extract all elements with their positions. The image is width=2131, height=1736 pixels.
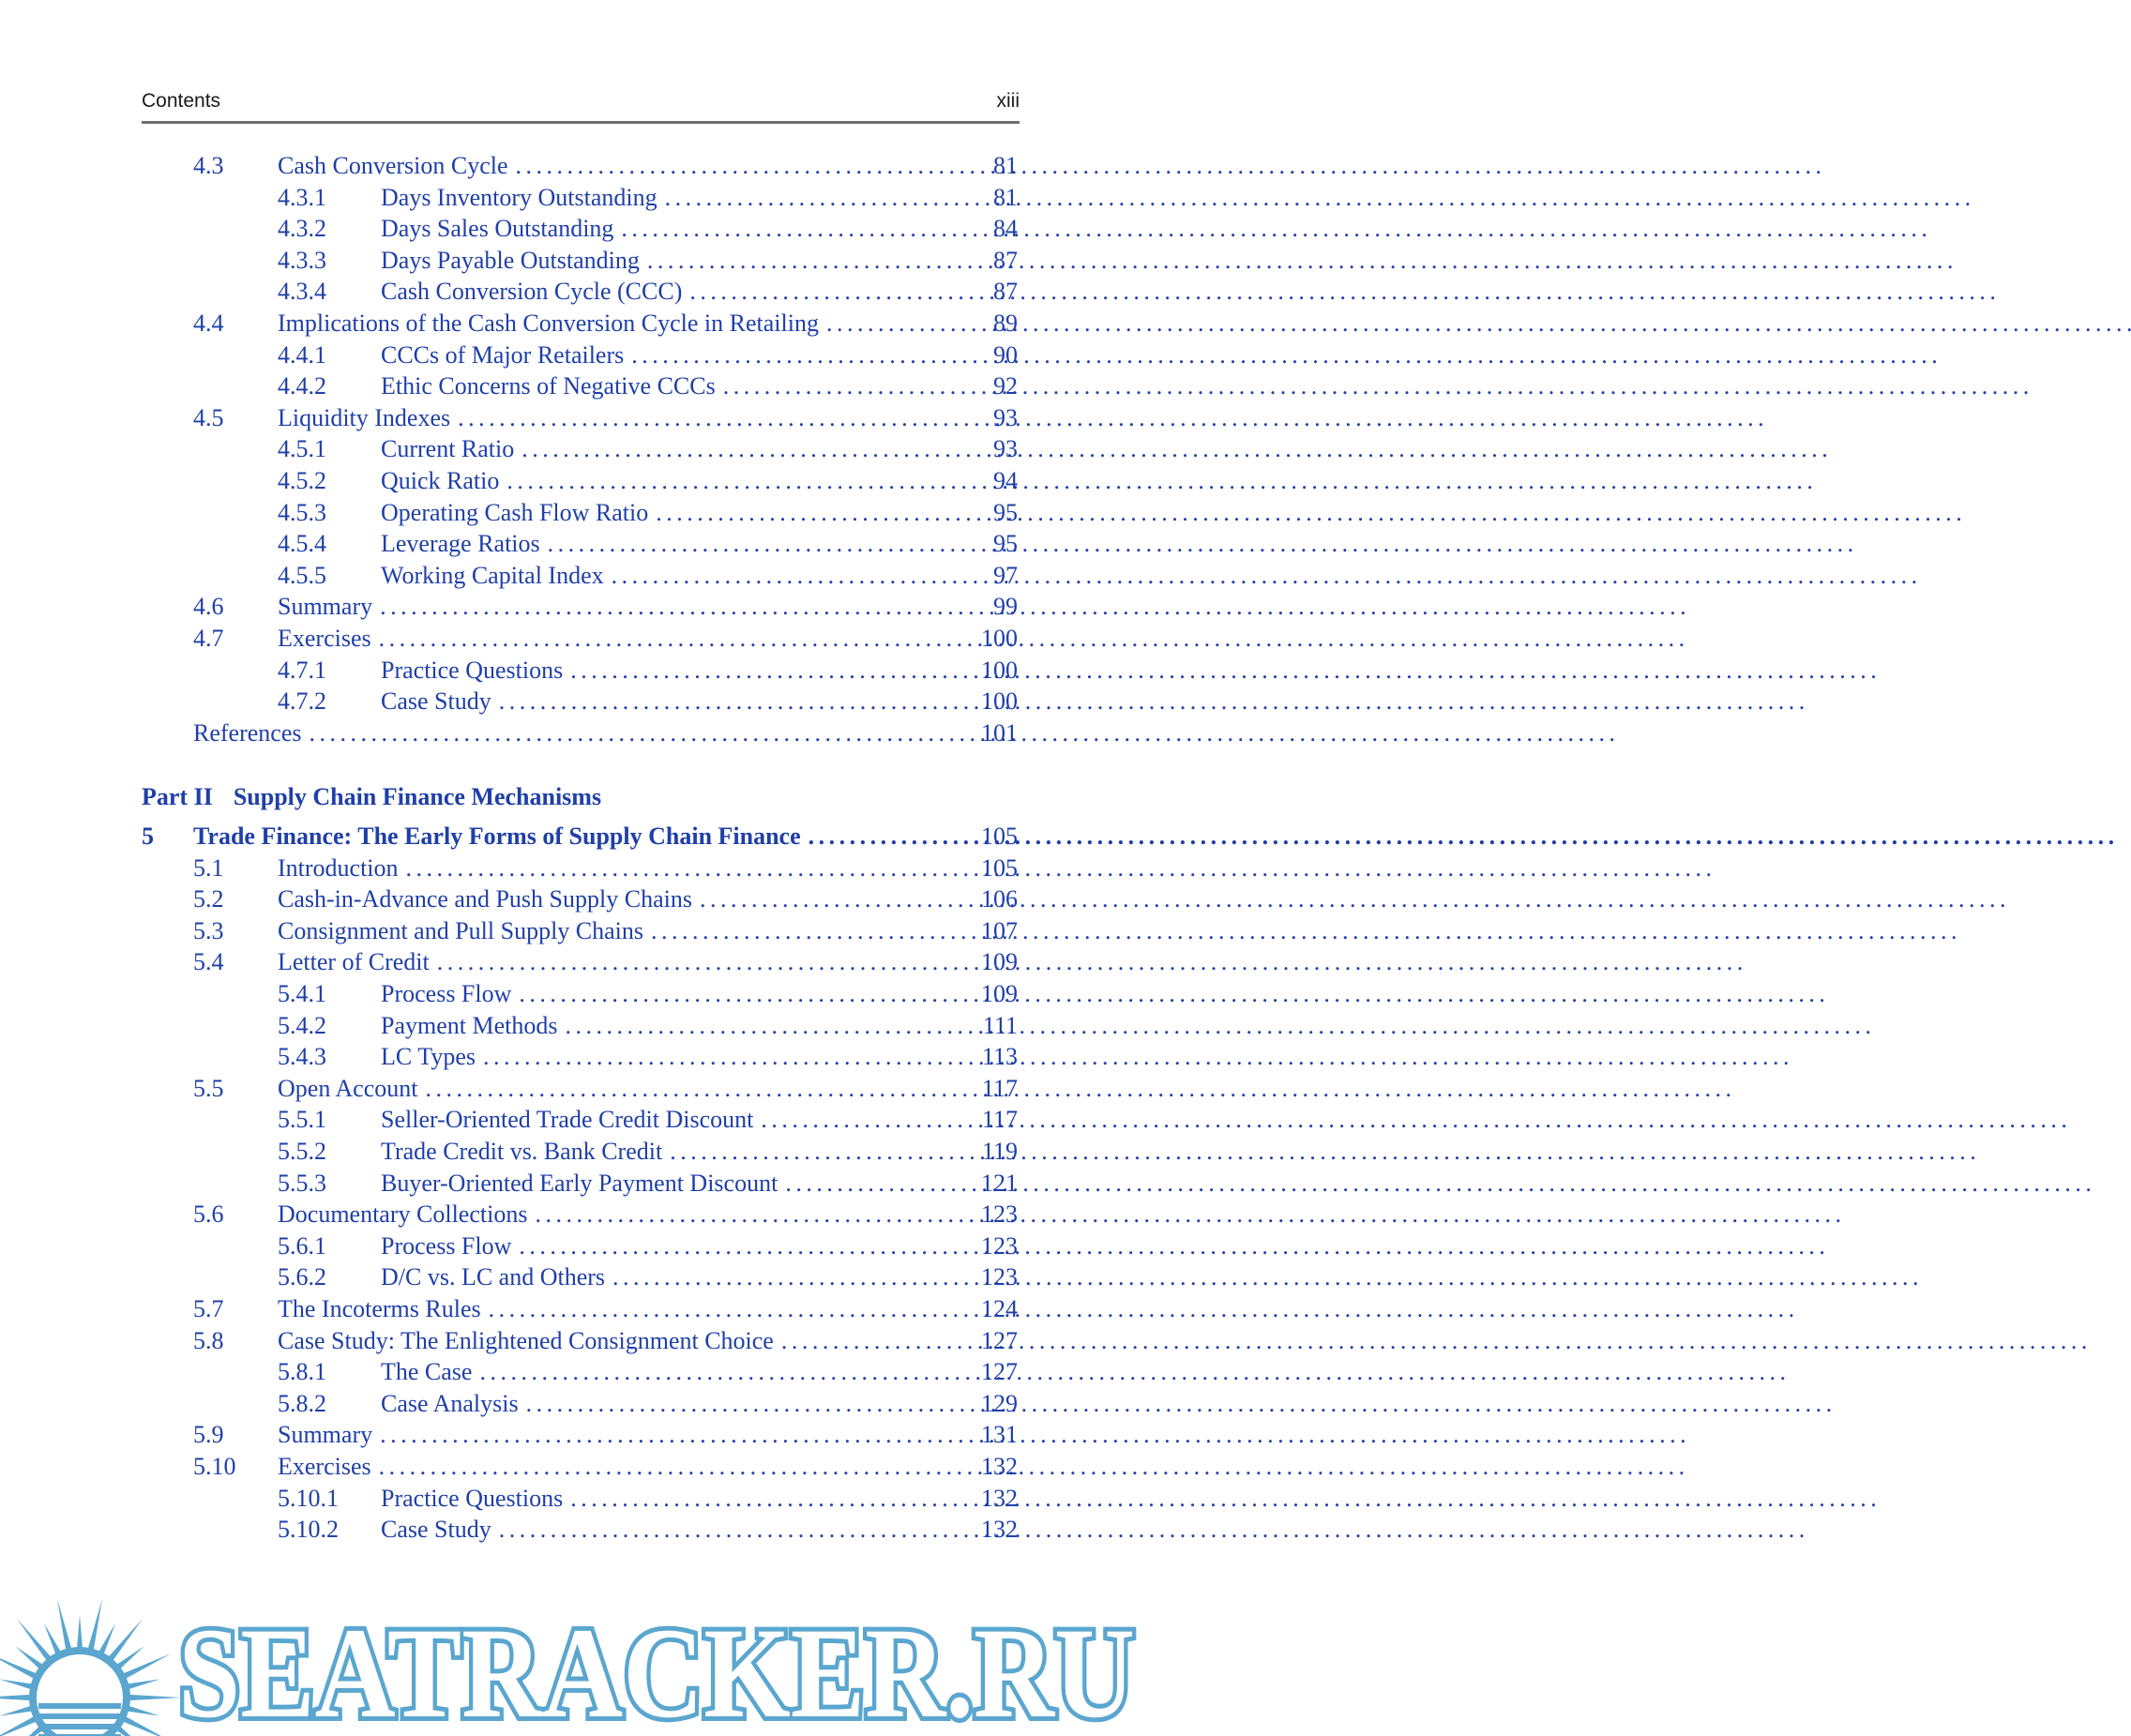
toc-entry-number: 5.4.1 [278, 980, 326, 1007]
toc-entry-page: 95 [993, 530, 1018, 558]
toc-entry-title[interactable]: Practice Questions [381, 657, 570, 684]
toc-entry-page: 132 [981, 1516, 1018, 1544]
sun-ray-icon [86, 1599, 102, 1654]
toc-entry-number: 4.3.3 [278, 246, 326, 274]
toc-entry[interactable] [0, 560, 1145, 592]
toc-entry[interactable] [0, 883, 1145, 915]
toc-entry-leader [381, 1041, 955, 1073]
toc-entry-leader [278, 402, 955, 434]
toc-entry-leader [381, 1168, 955, 1200]
toc-entry-page: 123 [981, 1231, 1018, 1260]
toc-entry-page: 129 [981, 1389, 1018, 1417]
toc-entry-leader [278, 150, 955, 182]
toc-entry-leader [278, 1293, 955, 1325]
toc-entry-page: 109 [981, 980, 1018, 1007]
toc-entry-number: 5.5.2 [278, 1138, 326, 1165]
toc-entry-title[interactable]: Buyer-Oriented Early Payment Discount [381, 1170, 785, 1197]
toc-entry-number: 4.4.1 [278, 340, 326, 369]
toc-entry-page: 84 [993, 215, 1018, 243]
toc-entry-leader [381, 686, 955, 717]
toc-entry-leader [193, 821, 955, 853]
toc-entry-title[interactable]: Cash-in-Advance and Push Supply Chains [278, 885, 700, 913]
toc-entry-page: 81 [993, 183, 1018, 211]
toc-entry[interactable] [0, 853, 1145, 884]
toc-entry[interactable] [0, 497, 1145, 529]
toc-entry-page: 123 [981, 1200, 1018, 1229]
toc-entry-leader [381, 1104, 955, 1136]
toc-entry-leader [381, 370, 955, 402]
toc-entry-page: 92 [993, 372, 1018, 400]
toc-entry-title[interactable]: Practice Questions [381, 1485, 570, 1512]
toc-entry-title[interactable]: Case Study: The Enlightened Consignment Choice [278, 1327, 781, 1354]
toc-entry-page: 107 [981, 916, 1018, 944]
toc-entry-title[interactable]: Current Ratio [381, 435, 521, 462]
toc-entry-leader [381, 213, 955, 245]
toc-entry-leader [381, 1356, 955, 1388]
toc-entry[interactable] [0, 1293, 1145, 1325]
toc-entry-page: 93 [993, 435, 1018, 463]
toc-entry-title[interactable]: Quick Ratio [381, 467, 506, 494]
toc-entry[interactable] [0, 245, 1145, 277]
toc-entry-leader [381, 1136, 955, 1168]
toc-entry-leader [278, 1199, 955, 1230]
toc-entry[interactable] [0, 1261, 1145, 1293]
toc-entry-title[interactable]: Open Account [278, 1075, 425, 1102]
toc-entry-leader [278, 853, 955, 884]
toc-entry-number: 4.3.2 [278, 215, 326, 243]
toc-entry-number: 4.7.1 [278, 656, 326, 684]
toc-entry-page: 87 [993, 278, 1018, 306]
toc-entry[interactable] [0, 340, 1145, 371]
toc-entry-title[interactable]: Consignment and Pull Supply Chains [278, 917, 651, 944]
toc-entry-leader [278, 1451, 955, 1483]
toc-entry-leader [381, 465, 955, 497]
sun-ray-icon [125, 1695, 181, 1701]
toc-entry[interactable] [0, 1325, 1145, 1357]
toc-entry[interactable] [0, 370, 1145, 402]
toc-entry-leader [278, 623, 955, 655]
toc-entry-page: 87 [993, 246, 1018, 274]
toc-entry-title[interactable]: Payment Methods [381, 1012, 566, 1039]
toc-entry-number: 5.9 [193, 1421, 224, 1449]
toc-entry-leader [278, 1073, 955, 1105]
toc-entry-page: 105 [981, 853, 1018, 882]
toc-entry-leader [381, 245, 955, 277]
toc-entry[interactable] [0, 717, 1145, 749]
toc-entry-title[interactable]: Documentary Collections [278, 1200, 535, 1228]
toc-entry-page: 106 [981, 885, 1018, 913]
toc-entry-leader [381, 1388, 955, 1420]
toc-entry-number: 4.5.2 [278, 467, 326, 494]
toc-entry-number: 4.5.1 [278, 435, 326, 463]
toc-entry-leader [278, 1325, 955, 1357]
toc-entry-number: 4.4 [193, 309, 224, 337]
toc-entry[interactable] [0, 946, 1145, 978]
toc-entry-page: 99 [993, 593, 1018, 621]
toc-entry-number: 5.5 [193, 1074, 224, 1102]
toc-entry-leader [381, 1261, 955, 1293]
toc-entry-page: 124 [981, 1295, 1018, 1322]
toc-entry-number: 5.10.2 [278, 1516, 339, 1544]
toc-entry-leader [381, 978, 955, 1010]
toc-entry-title[interactable]: Case Study [381, 1516, 499, 1543]
toc-entry-number: 5.4.3 [278, 1043, 326, 1071]
toc-entry-title[interactable]: Ethic Concerns of Negative CCCs [381, 372, 723, 400]
toc-entry-page: 113 [981, 1043, 1018, 1071]
toc-entry-number: 5.8 [193, 1326, 224, 1354]
toc-entry-page: 127 [981, 1358, 1018, 1386]
toc-entry-leader [381, 433, 955, 465]
toc-entry-leader [193, 717, 955, 749]
toc-entry-title[interactable]: Summary [278, 593, 380, 620]
toc-entry-page: 105 [981, 823, 1018, 850]
toc-entry-title[interactable]: D/C vs. LC and Others [381, 1263, 612, 1291]
toc-entry-title[interactable]: Working Capital Index [381, 562, 612, 589]
toc-entry[interactable] [0, 1073, 1145, 1105]
toc-entry-number: 5.7 [193, 1295, 224, 1322]
toc-entry[interactable] [0, 1041, 1145, 1073]
toc-entry-number: 4.7 [193, 625, 224, 652]
toc-entry[interactable] [0, 686, 1145, 717]
toc-entry-number: 4.5 [193, 403, 224, 431]
toc-entry-number: 5.6.1 [278, 1231, 326, 1260]
watermark [0, 1585, 1145, 1736]
watermark-text: SEATRACKER.RU [178, 1601, 1135, 1736]
sun-ray-icon [105, 1619, 143, 1665]
toc-entry-page: 121 [981, 1169, 1018, 1197]
toc-entry[interactable] [0, 528, 1145, 560]
toc-entry-leader [278, 915, 955, 947]
toc-entry-title[interactable]: Case Study [381, 687, 499, 715]
toc-entry[interactable] [0, 182, 1145, 214]
toc-entry-title[interactable]: CCCs of Major Retailers [381, 341, 631, 369]
toc-entry-number: 4.3.4 [278, 278, 326, 306]
sun-ray-icon [17, 1619, 54, 1665]
toc-entry[interactable] [0, 1199, 1145, 1230]
toc-entry[interactable] [0, 433, 1145, 465]
toc-entry-title[interactable]: Trade Credit vs. Bank Credit [381, 1138, 670, 1165]
sun-band-icon [38, 1713, 121, 1719]
toc-entry[interactable] [0, 1104, 1145, 1136]
toc-entry-number: 5.2 [193, 885, 224, 913]
toc-entry[interactable] [0, 465, 1145, 497]
toc-entry-number: 4.3 [193, 152, 224, 179]
toc-entry-page: 81 [993, 152, 1018, 179]
toc-entry-number: 4.3.1 [278, 183, 326, 211]
toc-entry-page: 131 [981, 1421, 1018, 1449]
running-head-title: Contents [142, 90, 221, 112]
toc-entry-title[interactable]: Leverage Ratios [381, 530, 548, 557]
toc-entry[interactable] [0, 915, 1145, 947]
toc-entry-title[interactable]: Days Payable Outstanding [381, 247, 647, 274]
toc-entry-leader [381, 497, 955, 529]
toc-entry-title[interactable]: LC Types [381, 1043, 483, 1070]
toc-entry-page: 119 [981, 1138, 1018, 1165]
toc-entry-page: 117 [981, 1074, 1018, 1102]
toc-entry-title[interactable]: The Case [381, 1358, 479, 1385]
toc-entry-title[interactable]: Process Flow [381, 1232, 519, 1260]
sun-disc-icon [33, 1651, 127, 1736]
toc-entry-title[interactable]: Days Inventory Outstanding [381, 184, 665, 211]
toc-entry-number: 5.6.2 [278, 1263, 326, 1291]
toc-entry-page: 132 [981, 1484, 1018, 1512]
page-number: xiii [996, 90, 1020, 112]
toc-entry[interactable] [0, 821, 1145, 853]
toc-entry-number: 5.8.2 [278, 1389, 326, 1417]
toc-entry-leader [278, 591, 955, 623]
toc-entry-page: 95 [993, 498, 1018, 526]
toc-entry-leader [278, 946, 955, 978]
toc-entry[interactable] [0, 1451, 1145, 1483]
toc-entry-number: 5.6 [193, 1200, 224, 1229]
toc-entry-page: 101 [981, 718, 1018, 747]
toc-entry[interactable] [0, 308, 1145, 340]
toc-entry-page: 90 [993, 340, 1018, 369]
toc-entry-title[interactable]: Introduction [278, 854, 406, 882]
toc-entry-title[interactable]: Process Flow [381, 980, 519, 1007]
toc-entry-leader [278, 1419, 955, 1451]
toc-entry-number: 5.4.2 [278, 1011, 326, 1039]
toc-entry-number: 5.10 [193, 1453, 236, 1480]
toc-entry-leader [381, 276, 955, 308]
toc-entry-title[interactable]: References [193, 719, 309, 747]
toc-entry-page: 111 [982, 1011, 1018, 1039]
toc-entry[interactable] [0, 1136, 1145, 1168]
toc-entry-page: 117 [981, 1106, 1018, 1134]
toc-entry-page: 93 [993, 403, 1018, 431]
toc-entry-number: 4.4.2 [278, 372, 326, 400]
toc-entry[interactable] [0, 1010, 1145, 1042]
toc-entry-title[interactable]: Cash Conversion Cycle (CCC) [381, 278, 689, 305]
toc-entry[interactable] [0, 655, 1145, 687]
toc-entry-title[interactable]: Seller-Oriented Trade Credit Discount [381, 1106, 761, 1133]
toc-entry-number: 4.5.3 [278, 498, 326, 526]
toc-entry[interactable] [0, 1483, 1145, 1515]
toc-entry-page: 127 [981, 1326, 1018, 1354]
toc-entry-title[interactable]: Exercises [278, 1453, 379, 1480]
toc-entry-page: 100 [981, 625, 1018, 652]
toc-entry[interactable] [0, 591, 1145, 623]
sun-ray-icon [57, 1599, 73, 1654]
toc-entry-leader [381, 1483, 955, 1515]
toc-entry-title[interactable]: Case Analysis [381, 1390, 526, 1417]
toc-entry-number: 4.5.5 [278, 561, 326, 589]
toc-entry[interactable] [0, 402, 1145, 434]
sun-band-icon [38, 1724, 121, 1729]
toc-entry-number: 5 [142, 823, 154, 850]
toc-entry-page: 100 [981, 687, 1018, 716]
toc-entry-number: 5.5.3 [278, 1169, 326, 1197]
toc-entry-title[interactable]: Implications of the Cash Conversion Cycle in Retailing [278, 309, 826, 337]
toc-entry-number: 5.10.1 [278, 1484, 339, 1512]
sun-burst-icon [0, 1599, 181, 1736]
toc-entry[interactable] [0, 1230, 1145, 1262]
toc-entry-page: 100 [981, 656, 1018, 684]
toc-entry-number: 4.6 [193, 593, 224, 621]
toc-entry-number: 4.5.4 [278, 530, 326, 558]
toc-entry-number: 5.5.1 [278, 1106, 326, 1134]
toc-entry-number: 5.3 [193, 916, 224, 944]
toc-entry-title[interactable]: Summary [278, 1421, 380, 1448]
toc-entry-number: 5.8.1 [278, 1358, 326, 1386]
toc-entry-number: 4.7.2 [278, 687, 326, 716]
part-label: Part II [142, 783, 213, 810]
toc-entry-leader [381, 1230, 955, 1262]
toc-entry-title[interactable]: Days Sales Outstanding [381, 215, 621, 242]
toc-entry[interactable] [0, 623, 1145, 655]
toc-entry-title[interactable]: Exercises [278, 625, 379, 652]
toc-entry-leader [381, 528, 955, 560]
toc-entry-page: 89 [993, 309, 1018, 337]
toc-entry[interactable] [0, 213, 1145, 245]
sun-ray-icon [119, 1653, 172, 1681]
toc-entry-leader [381, 182, 955, 214]
toc-entry-title[interactable]: Letter of Credit [278, 948, 437, 975]
toc-entry-page: 94 [993, 467, 1018, 494]
toc-entry-leader [381, 340, 955, 371]
sun-band-icon [38, 1703, 121, 1709]
part-heading [142, 783, 601, 811]
toc-entry-page: 123 [981, 1263, 1018, 1291]
toc-entry-leader [381, 655, 955, 687]
toc-entry[interactable] [0, 1356, 1145, 1388]
toc-entry[interactable] [0, 1388, 1145, 1420]
toc-entry-leader [381, 1010, 955, 1042]
toc-entry-title[interactable]: Liquidity Indexes [278, 404, 458, 431]
toc-entry-leader [381, 560, 955, 592]
toc-entry-leader [278, 308, 955, 340]
toc-entry[interactable] [0, 1168, 1145, 1200]
toc-entry-title[interactable]: The Incoterms Rules [278, 1295, 489, 1322]
toc-entry-leader [381, 1514, 955, 1546]
toc-entry-leader [278, 883, 955, 915]
toc-entry-title[interactable]: Trade Finance: The Early Forms of Supply Chain Finance [193, 823, 809, 850]
toc-entry[interactable] [0, 276, 1145, 308]
toc-entry[interactable] [0, 150, 1145, 182]
toc-entry-number: 5.1 [193, 853, 224, 882]
toc-entry-page: 109 [981, 948, 1018, 976]
toc-entry-title[interactable]: Cash Conversion Cycle [278, 152, 516, 179]
part-title: Supply Chain Finance Mechanisms [233, 783, 602, 810]
toc-entry[interactable] [0, 1514, 1145, 1546]
toc-entry-page: 97 [993, 561, 1018, 589]
toc-entry-page: 132 [981, 1453, 1018, 1480]
toc-entry-title[interactable]: Operating Cash Flow Ratio [381, 499, 656, 526]
toc-entry[interactable] [0, 978, 1145, 1010]
toc-entry[interactable] [0, 1419, 1145, 1451]
toc-entry-number: 5.4 [193, 948, 224, 976]
